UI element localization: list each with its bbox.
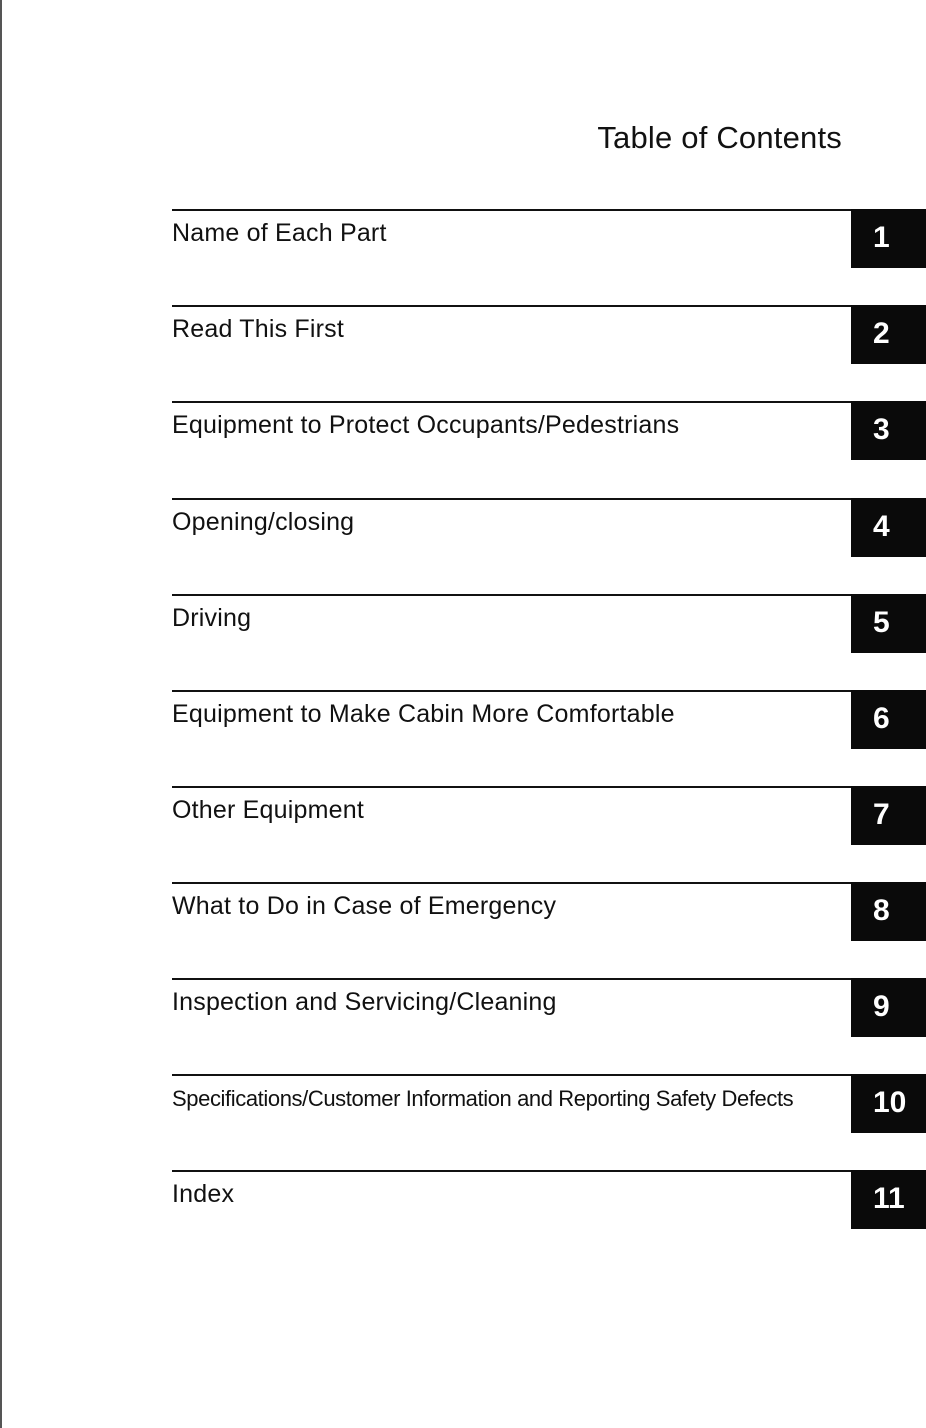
toc-entry[interactable]	[172, 305, 926, 365]
entry-rule	[172, 978, 852, 980]
entry-label[interactable]: Inspection and Servicing/Cleaning	[172, 988, 557, 1016]
toc-entry[interactable]	[172, 594, 926, 654]
page-title: Table of Contents	[597, 120, 842, 155]
chapter-number: 10	[873, 1086, 907, 1119]
toc-entry[interactable]	[172, 882, 926, 942]
toc-entry[interactable]	[172, 690, 926, 750]
chapter-number: 7	[873, 798, 890, 831]
chapter-number: 4	[873, 510, 890, 543]
toc-entry[interactable]	[172, 978, 926, 1038]
entry-rule	[172, 1074, 852, 1076]
entry-rule	[172, 305, 852, 307]
entry-label[interactable]: Specifications/Customer Information and Reporting Safety Defects	[172, 1086, 794, 1111]
chapter-number: 8	[873, 894, 890, 927]
entry-rule	[172, 690, 852, 692]
toc-entry[interactable]	[172, 786, 926, 846]
toc-entry[interactable]	[172, 498, 926, 558]
chapter-tab[interactable]	[851, 209, 926, 268]
chapter-tab[interactable]	[851, 498, 926, 557]
entry-rule	[172, 594, 852, 596]
toc-entry[interactable]	[172, 401, 926, 461]
entry-label[interactable]: Index	[172, 1180, 235, 1208]
toc-entry[interactable]	[172, 209, 926, 269]
entry-rule	[172, 401, 852, 403]
chapter-number: 1	[873, 221, 890, 254]
entry-rule	[172, 786, 852, 788]
chapter-number: 2	[873, 317, 890, 350]
entry-label[interactable]: Equipment to Protect Occupants/Pedestrians	[172, 411, 680, 439]
toc-entry[interactable]	[172, 1074, 926, 1134]
chapter-tab[interactable]	[851, 690, 926, 749]
chapter-tab[interactable]	[851, 786, 926, 845]
entry-label[interactable]: Driving	[172, 604, 252, 632]
chapter-tab[interactable]	[851, 401, 926, 460]
entry-label[interactable]: What to Do in Case of Emergency	[172, 892, 557, 920]
entry-label[interactable]: Other Equipment	[172, 796, 364, 824]
entry-label[interactable]: Opening/closing	[172, 508, 355, 536]
entry-rule	[172, 498, 852, 500]
entry-label[interactable]: Read This First	[172, 315, 345, 343]
entry-label[interactable]: Equipment to Make Cabin More Comfortable	[172, 700, 675, 728]
entry-rule	[172, 882, 852, 884]
chapter-tab[interactable]	[851, 305, 926, 364]
chapter-number: 11	[873, 1182, 905, 1215]
entry-label[interactable]: Name of Each Part	[172, 219, 387, 247]
toc-entry[interactable]	[172, 1170, 926, 1230]
chapter-tab[interactable]	[851, 978, 926, 1037]
entry-rule	[172, 1170, 852, 1172]
chapter-tab[interactable]	[851, 882, 926, 941]
chapter-number: 6	[873, 702, 890, 735]
chapter-number: 5	[873, 606, 890, 639]
chapter-number: 9	[873, 990, 890, 1023]
chapter-tab[interactable]	[851, 1170, 926, 1229]
chapter-tab[interactable]	[851, 594, 926, 653]
chapter-number: 3	[873, 413, 890, 446]
chapter-tab[interactable]	[851, 1074, 926, 1133]
entry-rule	[172, 209, 852, 211]
